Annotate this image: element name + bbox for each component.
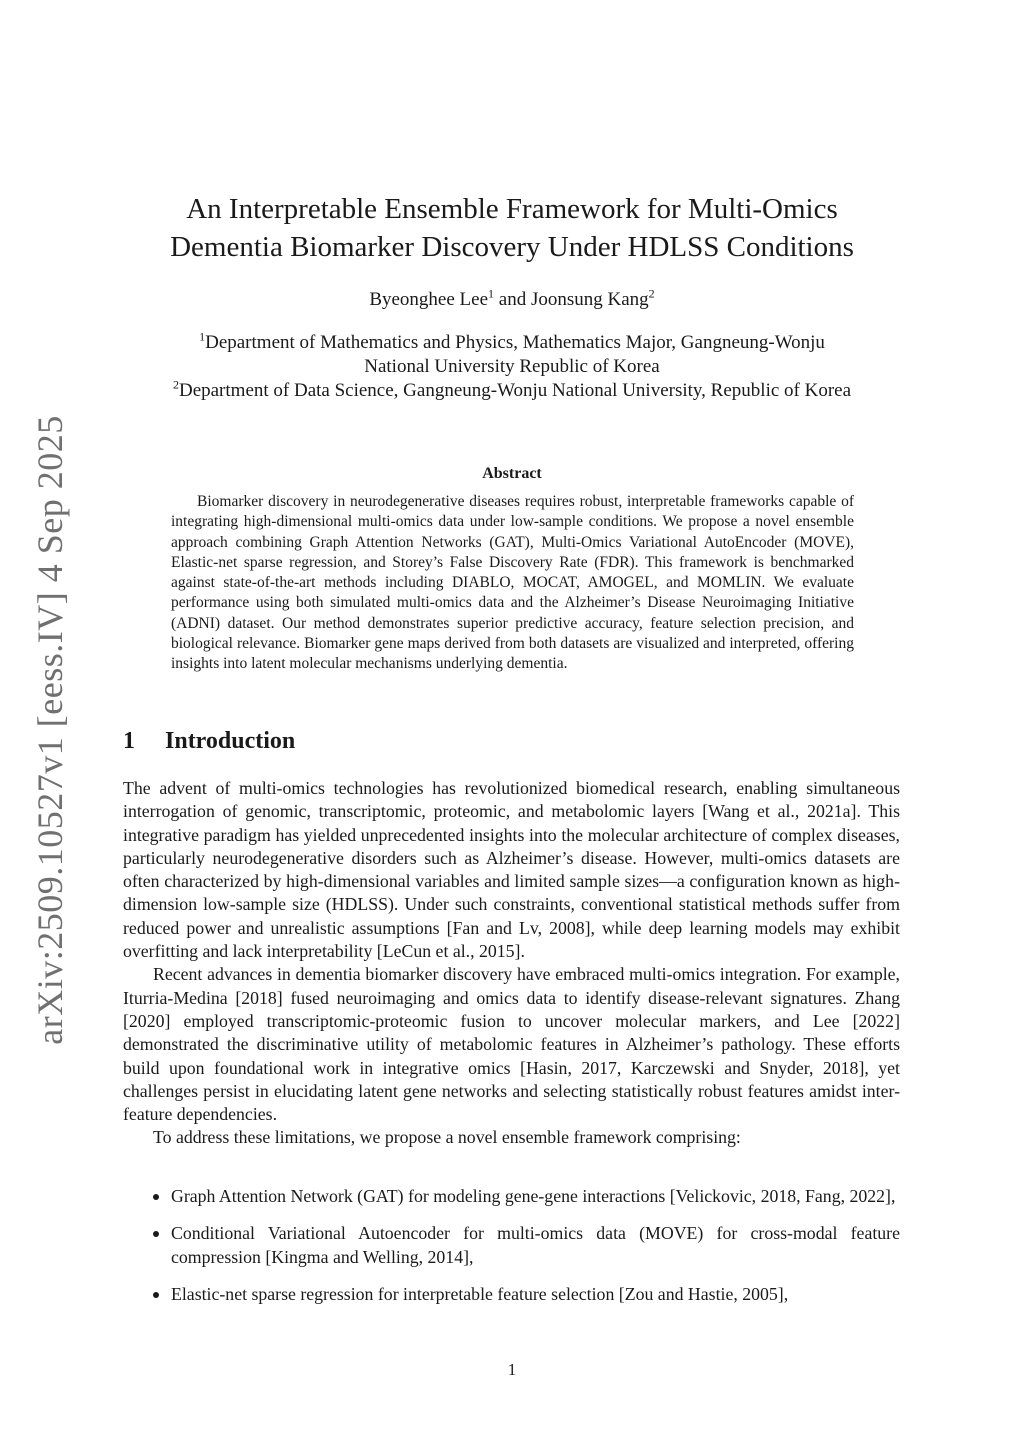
author-name: Joonsung Kang — [530, 289, 649, 310]
affiliation-mark: 2 — [172, 377, 179, 392]
author-affiliation-mark: 2 — [648, 286, 655, 301]
page-number: 1 — [507, 1360, 517, 1379]
affiliation-2 — [100, 379, 924, 403]
list-item — [123, 1283, 900, 1306]
section-number: 1 — [123, 728, 135, 754]
author-affiliation-mark: 1 — [488, 286, 495, 301]
author-list — [100, 286, 924, 311]
bullet-icon — [153, 1292, 159, 1298]
affiliation-mark: 1 — [199, 329, 206, 344]
list-item — [123, 1222, 900, 1269]
author-name: Byeonghee Lee — [369, 289, 489, 310]
abstract-heading: Abstract — [482, 465, 542, 482]
author-connector: and — [498, 289, 527, 310]
title-line-2: Dementia Biomarker Discovery Under HDLSS Conditions — [170, 231, 854, 263]
paragraph: Recent advances in dementia biomarker discovery have embraced multi-omics integration. For example, Iturria-Medina [2018] fused neuroimaging and omics data to identify disease-relevant signatures. Zhang [2020] employed transcriptomic-proteomic fusion to uncover molecular markers, and Lee [2022] demonstrated the discriminative utility of metabolomic features in Alzheimer’s pathology. These efforts build upon foundational work in integrative omics [Hasin, 2017, Karczewski and Snyder, 2018], yet challenges persist in elucidating latent gene networks and selecting statistically robust features amidst inter-feature dependencies. — [123, 964, 900, 1125]
paragraph: The advent of multi-omics technologies has revolutionized biomedical research, enabling simultaneous interrogation of genomic, transcriptomic, proteomic, and metabolomic layers [Wang et al., 2021a]. This integrative paradigm has yielded unprecedented insights into the molecular architecture of complex diseases, particularly neurodegenerative disorders such as Alzheimer’s disease. However, multi-omics datasets are often characterized by high-dimensional variables and limited sample sizes—a configuration known as high-dimension low-sample size (HDLSS). Under such constraints, conventional statistical methods suffer from reduced power and unrealistic assumptions [Fan and Lv, 2008], while deep learning models may exhibit overfitting and lack interpretability [LeCun et al., 2015]. — [123, 778, 900, 962]
paragraph: To address these limitations, we propose a novel ensemble framework comprising: — [153, 1127, 741, 1148]
abstract-text: Biomarker discovery in neurodegenerative diseases requires robust, interpretable frameworks capable of integrating high-dimensional multi-omics data under low-sample conditions. We propose a novel ensemble approach combining Graph Attention Networks (GAT), Multi-Omics Variational AutoEncoder (MOVE), Elastic-net sparse regression, and Storey’s False Discovery Rate (FDR). This framework is benchmarked against state-of-the-art methods including DIABLO, MOCAT, AMOGEL, and MOMLIN. We evaluate performance using both simulated multi-omics data and the Alzheimer’s Disease Neuroimaging Initiative (ADNI) dataset. Our method demonstrates superior predictive accuracy, feature selection precision, and biological relevance. Biomarker gene maps derived from both datasets are visualized and interpreted, offering insights into latent molecular mechanisms underlying dementia. — [171, 493, 854, 673]
list-item-text: Graph Attention Network (GAT) for modeling gene-gene interactions [Velickovic, 2018, Fang, 2022], — [171, 1186, 896, 1206]
list-item — [123, 1185, 900, 1208]
bullet-icon — [153, 1231, 159, 1237]
paper-title — [100, 190, 924, 266]
section-title: Introduction — [165, 728, 296, 754]
introduction-body — [123, 777, 900, 1150]
arxiv-identifier: arXiv:2509.10527v1 [eess.IV] 4 Sep 2025 — [30, 415, 70, 1045]
list-item-text: Conditional Variational Autoencoder for multi-omics data (MOVE) for cross-modal feature compression [Kingma and Welling, 2014], — [171, 1223, 900, 1267]
affiliation-1-continued: National University Republic of Korea — [364, 356, 660, 377]
affiliation-1 — [100, 331, 924, 355]
title-line-1: An Interpretable Ensemble Framework for Multi-Omics — [186, 193, 838, 225]
affiliations — [100, 331, 924, 403]
bullet-icon — [153, 1194, 159, 1200]
list-item-text: Elastic-net sparse regression for interpretable feature selection [Zou and Hastie, 2005], — [171, 1283, 789, 1304]
affiliation-text: Department of Mathematics and Physics, Mathematics Major, Gangneung-Wonju — [205, 332, 825, 353]
section-heading — [123, 728, 295, 755]
contribution-list — [123, 1185, 900, 1320]
affiliation-text: Department of Data Science, Gangneung-Wonju National University, Republic of Korea — [178, 380, 852, 401]
